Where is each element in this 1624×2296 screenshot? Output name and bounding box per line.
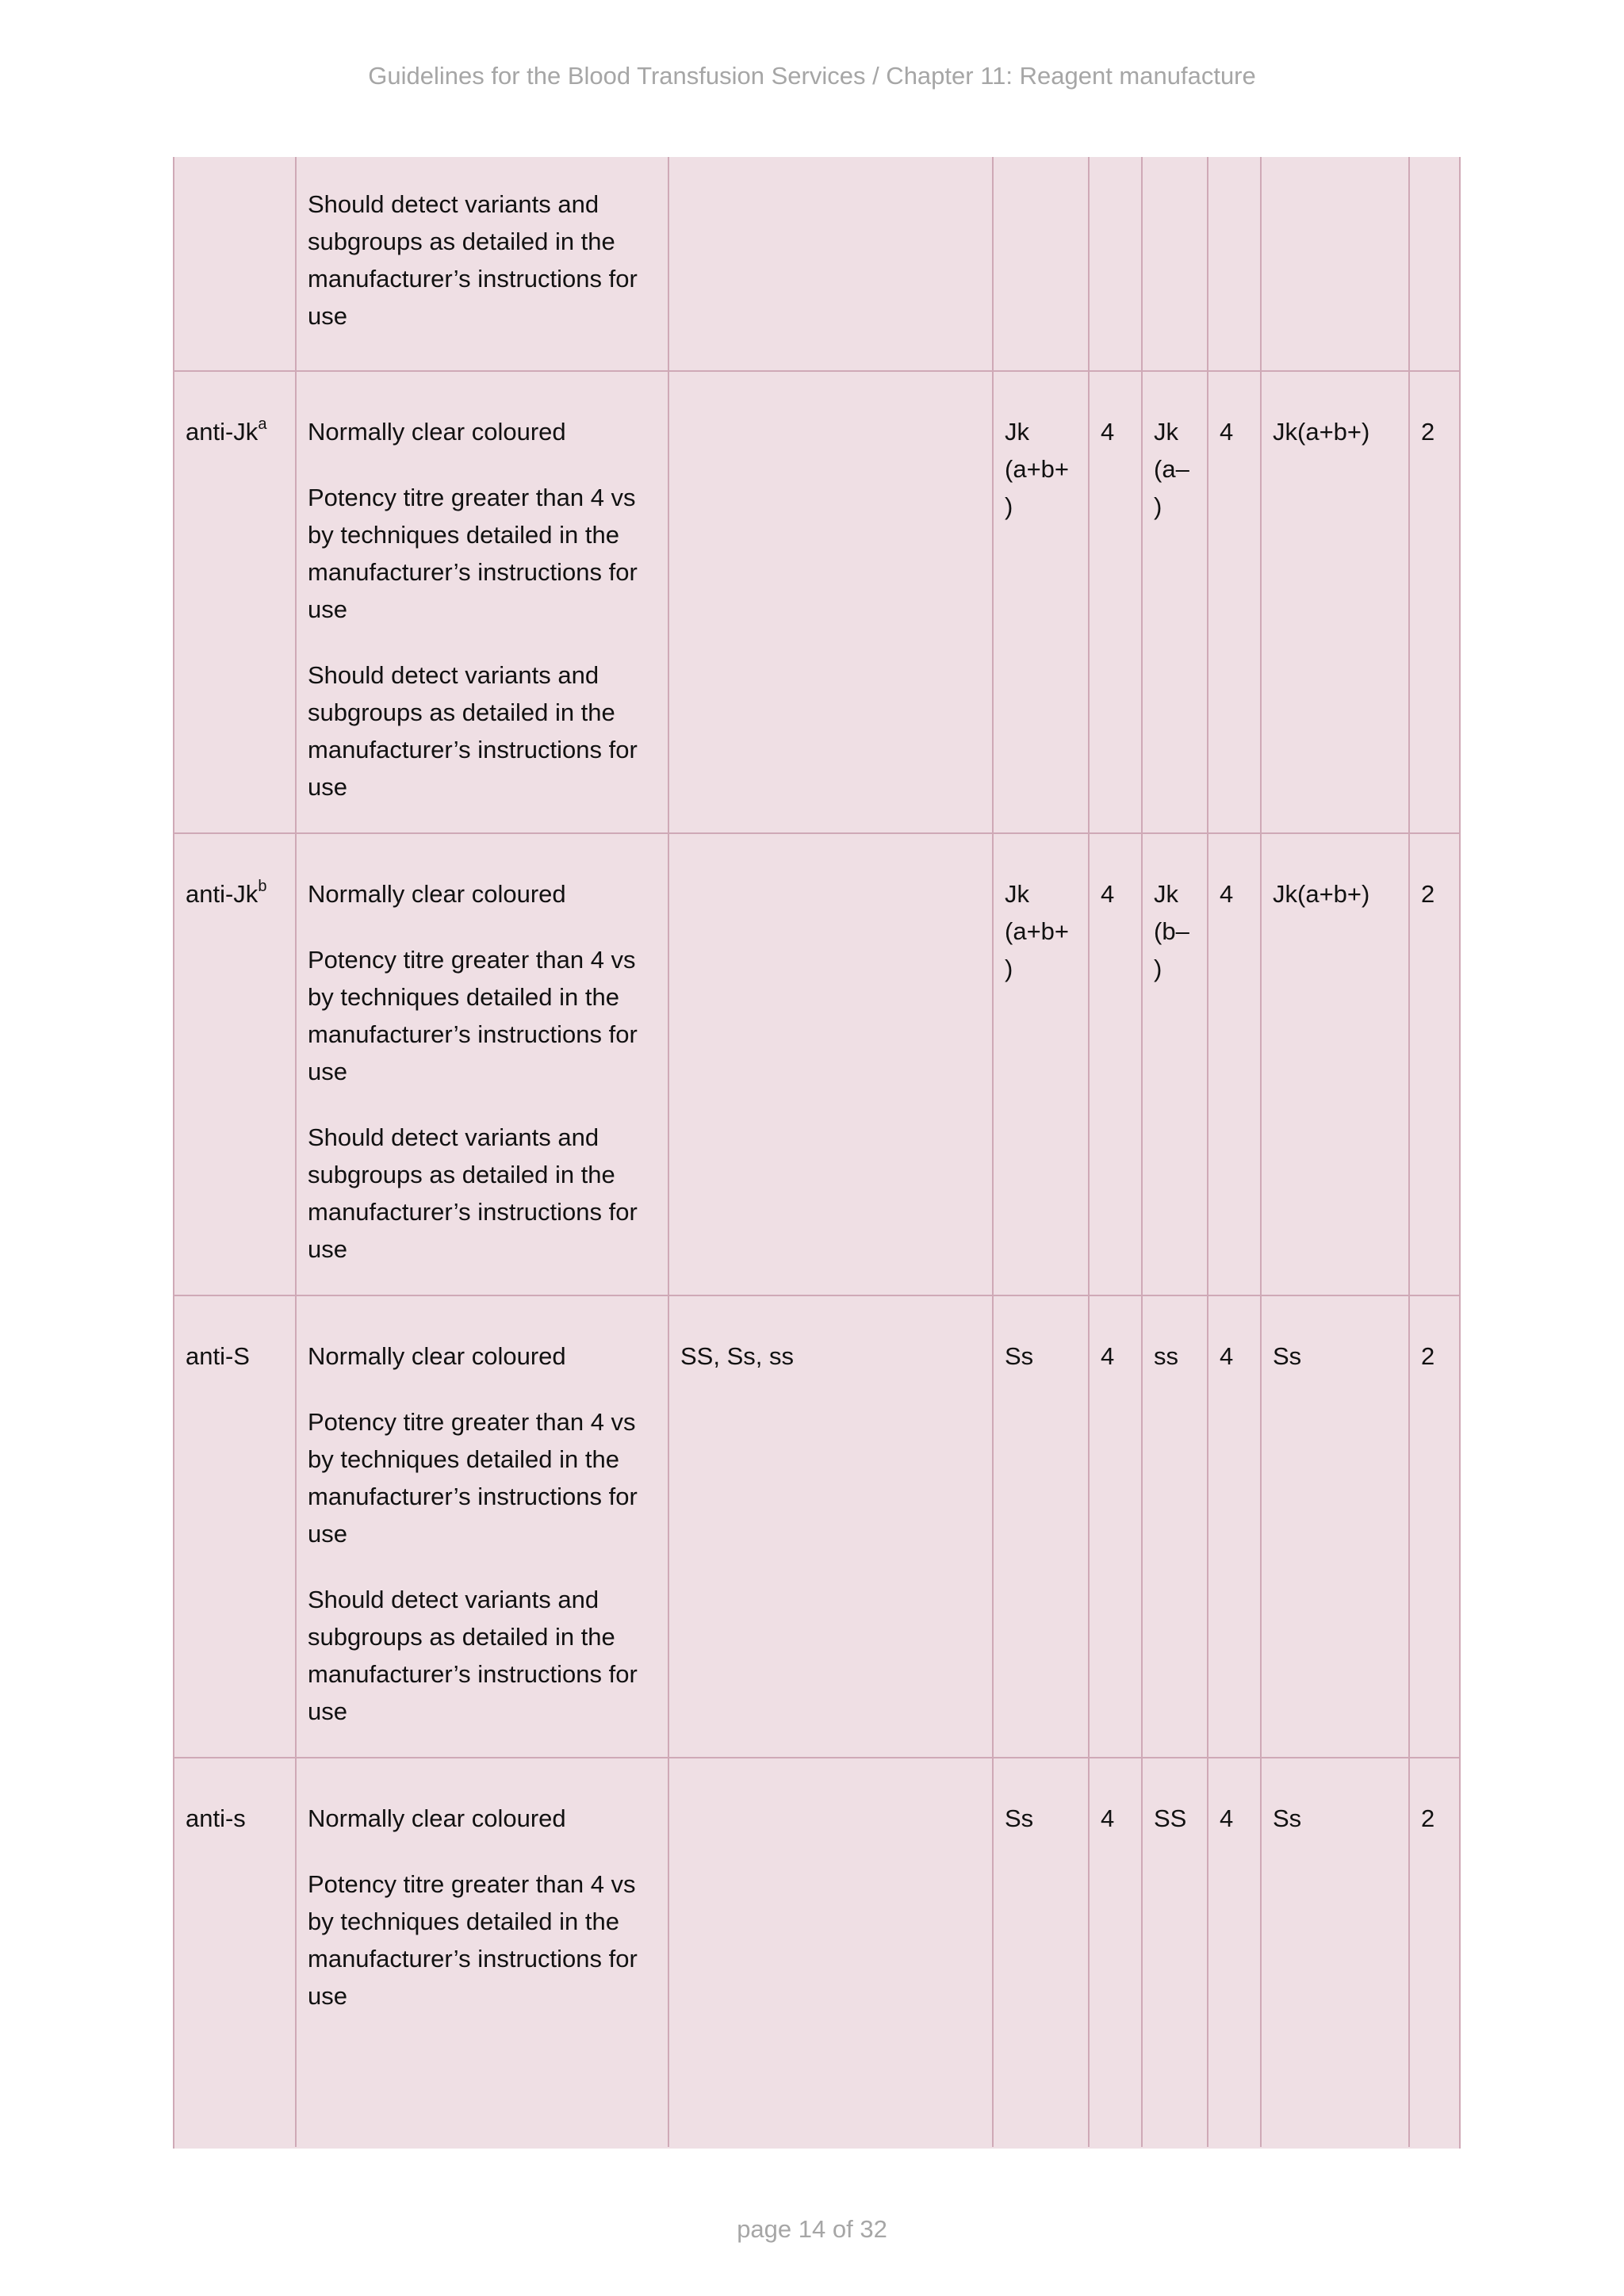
requirement-line: Potency titre greater than 4 vs by techniques detailed in the manufacturer’s instructions for use (308, 484, 638, 623)
negative-titre: 4 (1208, 371, 1261, 833)
positive-cell-type: Jk (a+b+) (993, 371, 1089, 833)
requirement-line: Normally clear coloured (308, 418, 566, 446)
control-cell-type: Ss (1261, 1758, 1409, 2147)
reagent-cell (174, 833, 296, 1295)
negative-cell-type: Jk (a–) (1142, 371, 1208, 833)
negative-titre: 4 (1208, 1295, 1261, 1758)
positive-cell-type: Ss (993, 1758, 1089, 2147)
reagent-name: anti-S (186, 1342, 250, 1370)
requirement-line: Should detect variants and subgroups as detailed in the manufacturer’s instructions for use (308, 1123, 638, 1263)
requirement-line: Potency titre greater than 4 vs by techniques detailed in the manufacturer’s instructions for use (308, 1408, 638, 1548)
requirements-cell (296, 1295, 668, 1758)
control-titre: 2 (1409, 371, 1459, 833)
negative-cell-type: SS (1142, 1758, 1208, 2147)
table-row-continued (174, 157, 1459, 371)
control-cell-type: Jk(a+b+) (1261, 833, 1409, 1295)
panel-cell: SS, Ss, ss (668, 1295, 993, 1758)
panel-cell (668, 1758, 993, 2147)
reagent-name: anti-Jk (186, 880, 259, 908)
control-cell-type (1261, 157, 1409, 371)
requirement-line: Normally clear coloured (308, 1342, 566, 1370)
positive-titre: 4 (1089, 833, 1142, 1295)
positive-cell-type: Jk (a+b+) (993, 833, 1089, 1295)
control-titre: 2 (1409, 1295, 1459, 1758)
positive-titre: 4 (1089, 371, 1142, 833)
reagent-superscript: a (258, 415, 267, 433)
reagent-spec-table (173, 157, 1461, 2149)
negative-cell-type: Jk (b–) (1142, 833, 1208, 1295)
positive-titre: 4 (1089, 1295, 1142, 1758)
reagent-cell (174, 1295, 296, 1758)
reagent-superscript: b (258, 878, 267, 895)
control-titre: 2 (1409, 1758, 1459, 2147)
reagent-name: anti-Jk (186, 418, 259, 446)
reagent-table (174, 157, 1459, 2147)
negative-cell-type (1142, 157, 1208, 371)
requirements-cell (296, 371, 668, 833)
reagent-name: anti-s (186, 1804, 246, 1832)
requirements-cell (296, 833, 668, 1295)
page-header: Guidelines for the Blood Transfusion Services / Chapter 11: Reagent manufacture (368, 62, 1256, 90)
table-row (174, 1758, 1459, 2147)
positive-titre (1089, 157, 1142, 371)
control-cell-type: Jk(a+b+) (1261, 371, 1409, 833)
positive-cell-type: Ss (993, 1295, 1089, 1758)
requirement-line: Should detect variants and subgroups as detailed in the manufacturer’s instructions for use (308, 1586, 638, 1725)
panel-cell (668, 371, 993, 833)
reagent-cell (174, 1758, 296, 2147)
table-row (174, 833, 1459, 1295)
reagent-cell (174, 157, 296, 371)
requirement-line: Should detect variants and subgroups as detailed in the manufacturer’s instructions for use (308, 190, 638, 330)
requirement-line: Normally clear coloured (308, 1804, 566, 1832)
requirement-line: Potency titre greater than 4 vs by techniques detailed in the manufacturer’s instructions for use (308, 1870, 638, 2010)
panel-cell (668, 833, 993, 1295)
requirements-cell (296, 157, 668, 371)
positive-titre: 4 (1089, 1758, 1142, 2147)
control-titre (1409, 157, 1459, 371)
requirements-cell (296, 1758, 668, 2147)
table-row (174, 371, 1459, 833)
negative-cell-type: ss (1142, 1295, 1208, 1758)
page-number: page 14 of 32 (737, 2215, 887, 2243)
reagent-cell (174, 371, 296, 833)
negative-titre: 4 (1208, 833, 1261, 1295)
positive-cell-type (993, 157, 1089, 371)
requirement-line: Normally clear coloured (308, 880, 566, 908)
control-cell-type: Ss (1261, 1295, 1409, 1758)
control-titre: 2 (1409, 833, 1459, 1295)
negative-titre: 4 (1208, 1758, 1261, 2147)
panel-cell (668, 157, 993, 371)
negative-titre (1208, 157, 1261, 371)
table-row (174, 1295, 1459, 1758)
requirement-line: Potency titre greater than 4 vs by techniques detailed in the manufacturer’s instructions for use (308, 946, 638, 1085)
requirement-line: Should detect variants and subgroups as detailed in the manufacturer’s instructions for use (308, 661, 638, 801)
